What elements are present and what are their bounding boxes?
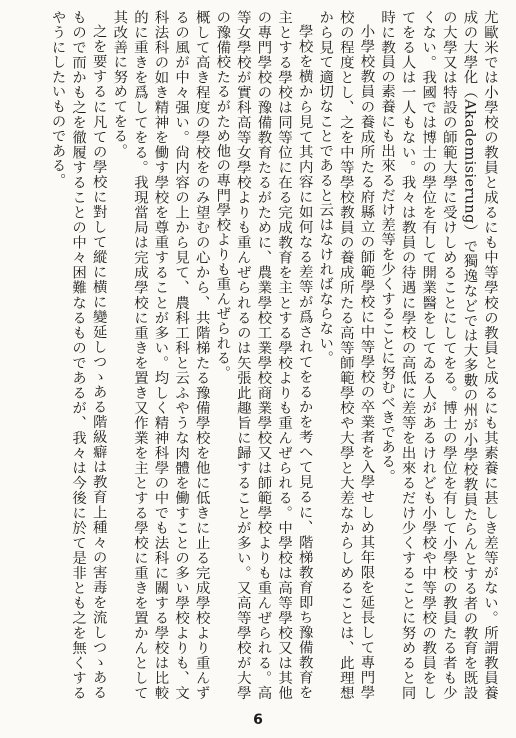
paragraph: 之を要するに凡ての學校に對して縱に横に變延しつゝある階級癖は教育上種々の害毒を流しつゝあるもので而かも之を徹履することの中々困難なるものであるが、我々は今後に於て是非とも之を無くするやうにしたいものである。 (49, 10, 107, 700)
paragraph: 學校を横から見て其内容に如何なる差等が爲されてをるかを考へて見るに、階梯教育即ち豫備教育を主とする學校は同等位に在る完成教育を主とする學校よりも重んぜられる。中學校は高等學校又は其他の專門學校の豫備教育たるがために、農業學校工業學校商業學校又は師範學校よりも重んぜられる。高等女學校が實科高等女學校よりも重んぜられるのは矢張此趣旨に歸することが多い。又高等學校が大學の豫備校たるがため他の專門學校よりも重んぜられる。 (214, 10, 313, 700)
page-number: 6 (253, 712, 263, 728)
paragraph: 概して高き程度の學校をのみ望むの心から、共階梯たる豫備學校を他に低きに止る完成學校より重んずるの風が中々强い。尙内容の上から見て、農科工科と云ふやうな肉體を働すことの多い學校よりも、文科法科の如き精神を働す學校を尊重することが多い。均しく精神科學の中でも法科に關する學校は比較的に重きを爲してをる。我現當局は完成學校に重きを置き又作業を主とする學校に重きを置かんとして其改善に努めてをる。 (111, 10, 210, 700)
paragraph: 小學校教員の養成所たる府縣立の師範學校に中等學校の卒業者を入學せしめ其年限を延長して專門學校の程度とし、之を中等學校教員の養成所たる高等師範學校や大學と大差なからしめることは、此理想から見て適切なことであると云はなければならない。 (317, 10, 375, 700)
paragraph: 尤歐米では小學校の教員と成るにも中等學校の教員と成るにも其素養に甚しき差等がない。所謂教員養成の大學化（Akademisierung）で獨逸などでは大多數の州が小學校教員たらんとする者の教育を既設の大學又は特設の師範大學に受けしめることにしてをる。博士の學位を有して小學校の教員たる者も少くない。我國では博士の學位を有して開業醫をしてゐる人があるけれども小學校や中等學校の教員をしてをる人は一人もない。我々は教員の待遇に學校の高低に差等を出來るだけ少くすることに努めると同時に教員の素養にも出來るだけ差等を少くすることに努むべきである。 (379, 10, 498, 700)
vertical-text-body (12, 10, 500, 700)
